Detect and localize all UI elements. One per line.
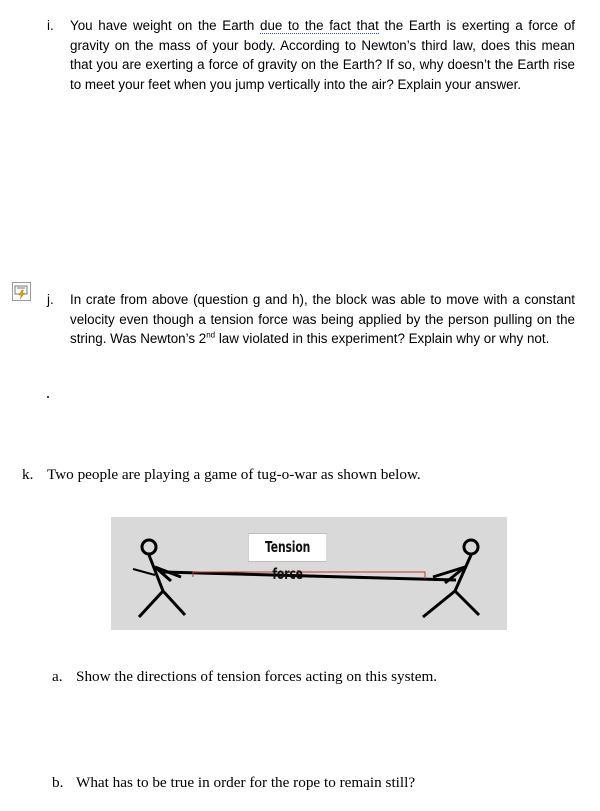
question-i-text-part1: You have weight on the Earth bbox=[70, 18, 261, 33]
question-i-text-rest: gravity on the mass of your body. According to Newton’s third law, does this mean that you are exerting a force of gravity on the Earth? If so, why doesn’t the Earth rise to meet your feet when you jump vertically into the air? Explain your answer. bbox=[70, 37, 575, 92]
stray-dot bbox=[47, 396, 49, 398]
subquestion-a-marker: a. bbox=[52, 668, 63, 685]
question-j-text-part2: law violated in this experiment? Explain why or why not. bbox=[215, 331, 550, 347]
comment-glyph-icon bbox=[13, 283, 30, 300]
superscript-nd: nd bbox=[206, 330, 216, 340]
subquestion-b-text: What has to be true in order for the rope to remain still? bbox=[76, 774, 416, 791]
question-k-marker: k. bbox=[22, 466, 34, 483]
comment-icon[interactable] bbox=[12, 282, 31, 301]
left-person bbox=[133, 540, 185, 617]
subquestion-a-text: Show the directions of tension forces acting on this system. bbox=[76, 668, 438, 685]
question-j-text-part1: In crate from above (question g and h), the block was able to move with a constant velocity even though a tension force was being applied by the person pulling on the string. Was Newton’s 2 bbox=[70, 292, 575, 347]
question-k-text: Two people are playing a game of tug-o-war as shown below. bbox=[47, 466, 421, 483]
grammar-flag-phrase[interactable]: due to the fact that bbox=[260, 18, 379, 33]
question-i-text bbox=[70, 16, 575, 94]
tug-of-war-figure bbox=[111, 517, 507, 630]
question-j-marker: j. bbox=[47, 292, 54, 307]
question-j-text bbox=[70, 290, 575, 349]
question-i-marker: i. bbox=[47, 18, 54, 33]
rope bbox=[163, 572, 456, 580]
question-i-text-part2: the Earth is exerting a force of bbox=[378, 18, 575, 33]
subquestion-b-marker: b. bbox=[52, 774, 64, 791]
tension-force-label: Tension force bbox=[248, 533, 327, 562]
